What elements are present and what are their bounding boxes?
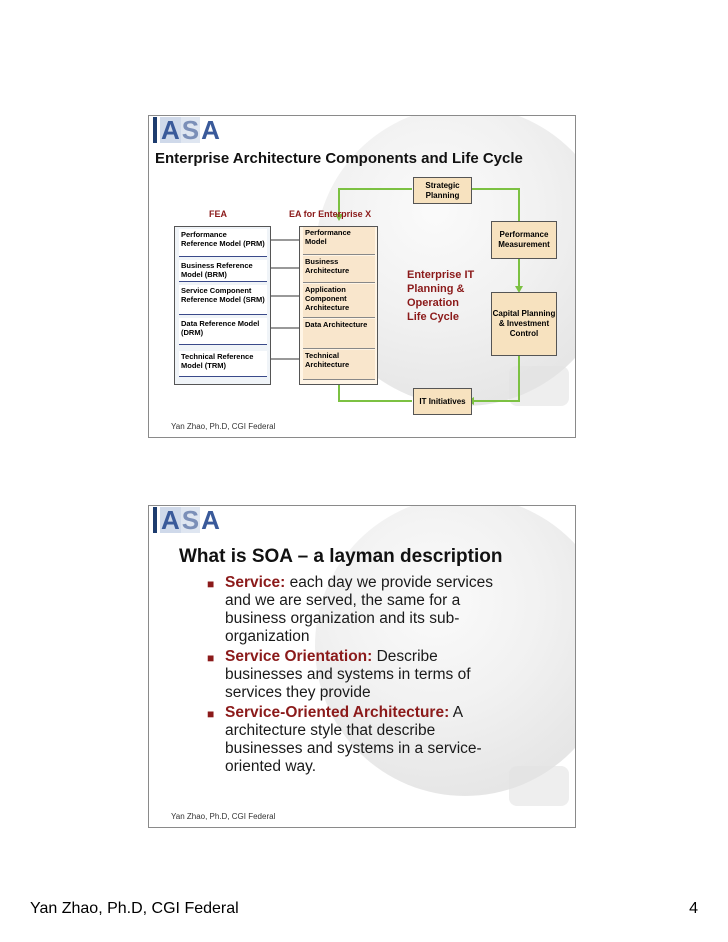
bullet-square-icon: ■ bbox=[207, 577, 215, 591]
bullet-item: ■ Service: each day we provide services and we are served, the same for a business organization and its sub-organization bbox=[207, 574, 493, 645]
fea-header: FEA bbox=[209, 209, 227, 219]
puzzle-piece bbox=[509, 766, 569, 806]
fea-model-srm: Service Component Reference Model (SRM) bbox=[179, 285, 267, 315]
iasa-logo: A S A bbox=[153, 116, 221, 143]
ea-performance-model: Performance Model bbox=[303, 227, 375, 255]
ea-data-architecture: Data Architecture bbox=[303, 319, 375, 349]
bullet-square-icon: ■ bbox=[207, 707, 215, 721]
bullet-item: ■ Service Orientation: Describe businesses and systems in terms of services they provide bbox=[207, 648, 471, 701]
fea-model-drm: Data Reference Model (DRM) bbox=[179, 318, 267, 345]
fea-model-prm: Performance Reference Model (PRM) bbox=[179, 229, 267, 257]
slide-ea-components bbox=[148, 115, 576, 438]
ea-application-component-architecture: Application Component Architecture bbox=[303, 284, 375, 318]
slide-footer: Yan Zhao, Ph.D, CGI Federal bbox=[171, 812, 276, 821]
fea-models-column bbox=[174, 226, 271, 385]
ea-technical-architecture: Technical Architecture bbox=[303, 350, 375, 380]
ea-business-architecture: Business Architecture bbox=[303, 256, 375, 283]
strategic-planning-box: Strategic Planning bbox=[413, 177, 472, 204]
performance-measurement-box: Performance Measurement bbox=[491, 221, 557, 259]
fea-model-trm: Technical Reference Model (TRM) bbox=[179, 351, 267, 377]
slide-title: Enterprise Architecture Components and Life Cycle bbox=[155, 150, 523, 167]
iasa-logo: A S A bbox=[153, 506, 221, 533]
ea-models-column bbox=[299, 226, 378, 385]
slide-title: What is SOA – a layman description bbox=[179, 546, 503, 567]
slide-what-is-soa bbox=[148, 505, 576, 828]
page-number: 4 bbox=[689, 900, 698, 917]
ea-header: EA for Enterprise X bbox=[289, 209, 372, 219]
slide-footer: Yan Zhao, Ph.D, CGI Federal bbox=[171, 422, 276, 431]
bullet-list bbox=[207, 574, 517, 778]
page-footer-author: Yan Zhao, Ph.D, CGI Federal bbox=[30, 900, 239, 917]
bullet-square-icon: ■ bbox=[207, 651, 215, 665]
capital-planning-box: Capital Planning & Investment Control bbox=[491, 292, 557, 356]
fea-model-brm: Business Reference Model (BRM) bbox=[179, 260, 267, 282]
it-initiatives-box: IT Initiatives bbox=[413, 388, 472, 415]
bullet-item: ■ Service-Oriented Architecture: A architecture style that describe businesses and systems in a service-oriented way. bbox=[207, 704, 482, 775]
life-cycle-label: Enterprise IT Planning & Operation Life Cycle bbox=[407, 269, 475, 323]
